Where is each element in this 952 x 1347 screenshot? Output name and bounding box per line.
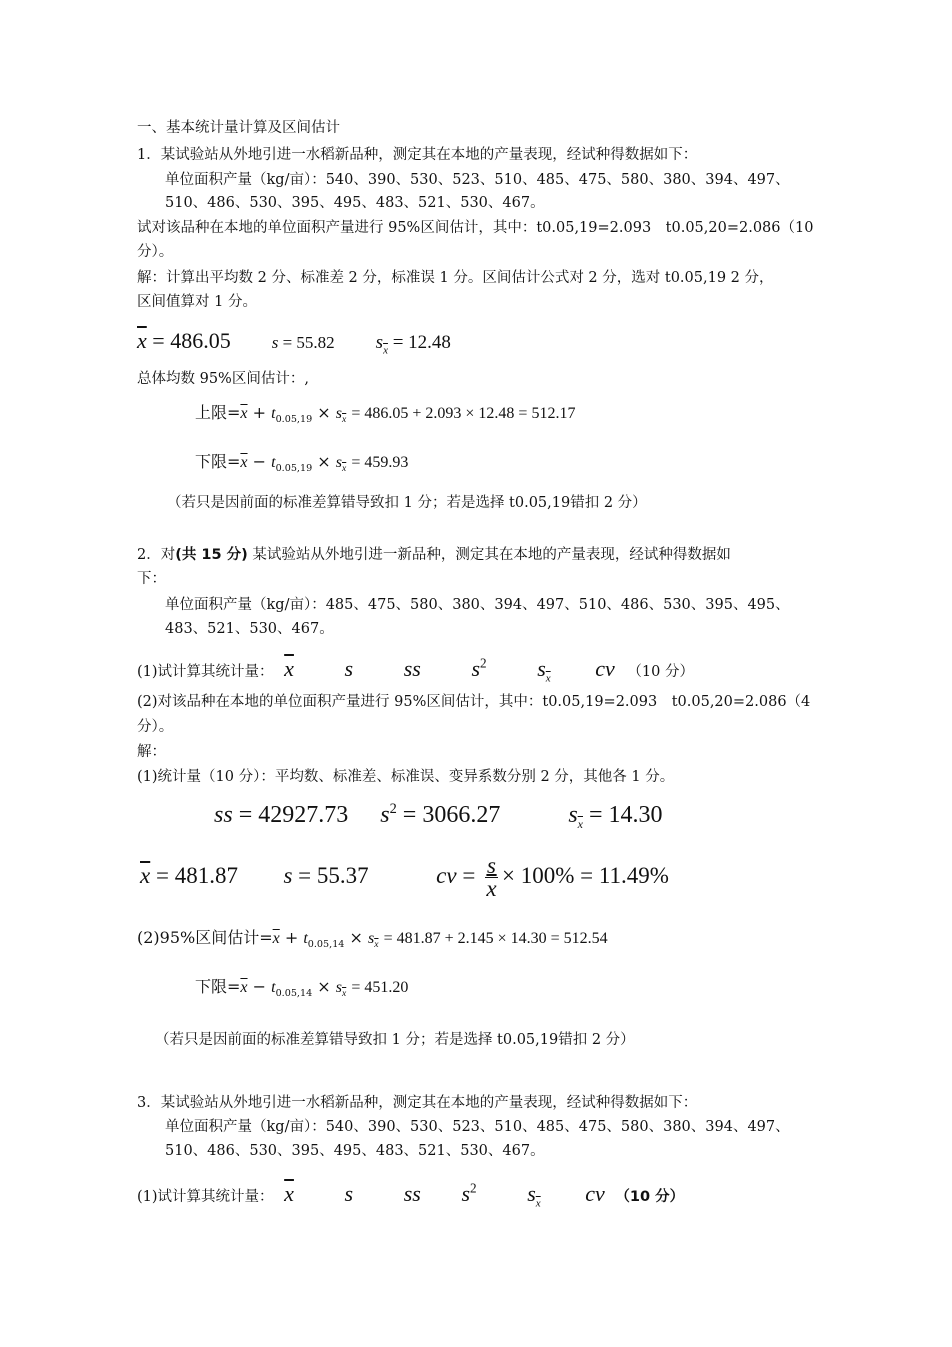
se-symbol: $s_{\overline{x}}$ — [537, 656, 551, 685]
q1-prompt: 1．某试验站从外地引进一水稻新品种，测定其在本地的产量表现，经试种得数据如下： — [137, 147, 698, 163]
q3-data-line1: 单位面积产量（kg/亩）：540、390、530、523、510、485、475、580、380、394、497、 — [165, 1119, 790, 1135]
q2-data-line2: 483、521、530、467。 — [165, 621, 334, 637]
q1-solution-line1: 解：计算出平均数 2 分、标准差 2 分，标准误 1 分。区间估计公式对 2 分，选对 t0.05,19 2 分， — [137, 270, 774, 286]
q2-part2-line1: (2)对该品种在本地的单位面积产量进行 95%区间估计，其中：t0.05,19=2.093 t0.05,20=2.086（4 — [137, 694, 811, 710]
q1-data-line1: 单位面积产量（kg/亩）：540、390、530、523、510、485、475、580、380、394、497、 — [165, 172, 790, 188]
se-symbol: $s_{\overline{x}}$ — [527, 1181, 541, 1210]
q2-lower-formula: 下限$=\overline{x} - t_{0.05,14} \times s_{\overline{x}} = 451.20$ — [195, 977, 409, 1000]
q1-task-line2: 分）。 — [137, 244, 174, 260]
q1-task-line1: 试对该品种在本地的单位面积产量进行 95%区间估计，其中：t0.05,19=2.093 t0.05,20=2.086（10 — [137, 220, 814, 236]
q2-part2-line2: 分）。 — [137, 719, 174, 735]
q1-se-value: 12.48 — [408, 332, 451, 353]
q1-mean-value: 486.05 — [170, 328, 231, 353]
variance-symbol: $s^2$ — [471, 655, 487, 681]
q3-part1-prompt: (1)试计算其统计量： $\overline{x}$ s ss $s^2$ $s_{\overline{x}}$ cv （10 分） — [137, 1180, 685, 1210]
q2-grading-note: （若只是因前面的标准差算错导致扣 1 分；若是选择 t0.05,19错扣 2 分） — [155, 1032, 635, 1048]
mean-symbol: $\overline{x}$ — [284, 656, 294, 681]
q2-part1-prompt: (1)试计算其统计量： $\overline{x}$ s ss $s^2$ $s_{\overline{x}}$ cv （10 分） — [137, 655, 694, 685]
q2-ci-formula: (2)95%区间估计$=\overline{x} + t_{0.05,14} \times s_{\overline{x}} = 481.87 + 2.145 \times 14.30 = 512.54$ — [137, 928, 608, 951]
cv-symbol: cv — [585, 1181, 605, 1206]
sd-symbol: s — [344, 1181, 354, 1206]
q1-results-formula: $\overline{x} = 486.05$ s = 55.82 $s_{\overline{x}} = 12.48$ — [137, 328, 451, 357]
q1-ci-title: 总体均数 95%区间估计：, — [137, 371, 309, 387]
q2-prompt-cont: 下： — [137, 571, 166, 587]
q2-solution-part1: (1)统计量（10 分）：平均数、标准差、标准误、变异系数分别 2 分，其他各 1 分。 — [137, 769, 675, 785]
q1-data-line2: 510、486、530、395、495、483、521、530、467。 — [165, 195, 545, 211]
q1-upper-formula: 上限$=\overline{x} + t_{0.05,19} \times s_{\overline{x}} = 486.05 + 2.093 \times 12.48 = 512.17$ — [195, 403, 576, 426]
cv-symbol: cv — [595, 656, 615, 681]
section-title: 一、基本统计量计算及区间估计 — [137, 120, 340, 136]
q2-mean-sd-cv: $\overline{x} = 481.87$ s = 55.37 cv = $\frac{s}{x}$ × 100% = 11.49% — [140, 853, 669, 902]
variance-symbol: $s^2$ — [461, 1180, 477, 1206]
q1-lower-formula: 下限$=\overline{x} - t_{0.05,19} \times s_{\overline{x}} = 459.93$ — [195, 452, 409, 475]
q2-solution-label: 解： — [137, 744, 166, 760]
q3-data-line2: 510、486、530、395、495、483、521、530、467。 — [165, 1143, 545, 1159]
q2-prompt: 2．对(共 15 分) 某试验站从外地引进一新品种，测定其在本地的产量表现，经试种得数据如 — [137, 547, 731, 563]
ss-symbol: ss — [403, 656, 421, 681]
q1-sd-value: 55.82 — [296, 333, 335, 352]
q2-data-line1: 单位面积产量（kg/亩）：485、475、580、380、394、497、510、486、530、395、495、 — [165, 597, 790, 613]
q3-prompt: 3．某试验站从外地引进一水稻新品种，测定其在本地的产量表现，经试种得数据如下： — [137, 1095, 698, 1111]
mean-symbol: $\overline{x}$ — [284, 1181, 294, 1206]
q1-solution-line2: 区间值算对 1 分。 — [137, 294, 257, 310]
cv-fraction: $\frac{s}{x}$ — [486, 853, 497, 902]
q2-ss-variance-se: ss = 42927.73 $s^2 = 3066.27$ $s_{\overline{x}} = 14.30$ — [214, 801, 663, 831]
q2-points: (共 15 分) — [175, 547, 248, 563]
ss-symbol: ss — [403, 1181, 421, 1206]
sd-symbol: s — [344, 656, 354, 681]
q1-grading-note: （若只是因前面的标准差算错导致扣 1 分；若是选择 t0.05,19错扣 2 分） — [167, 495, 647, 511]
